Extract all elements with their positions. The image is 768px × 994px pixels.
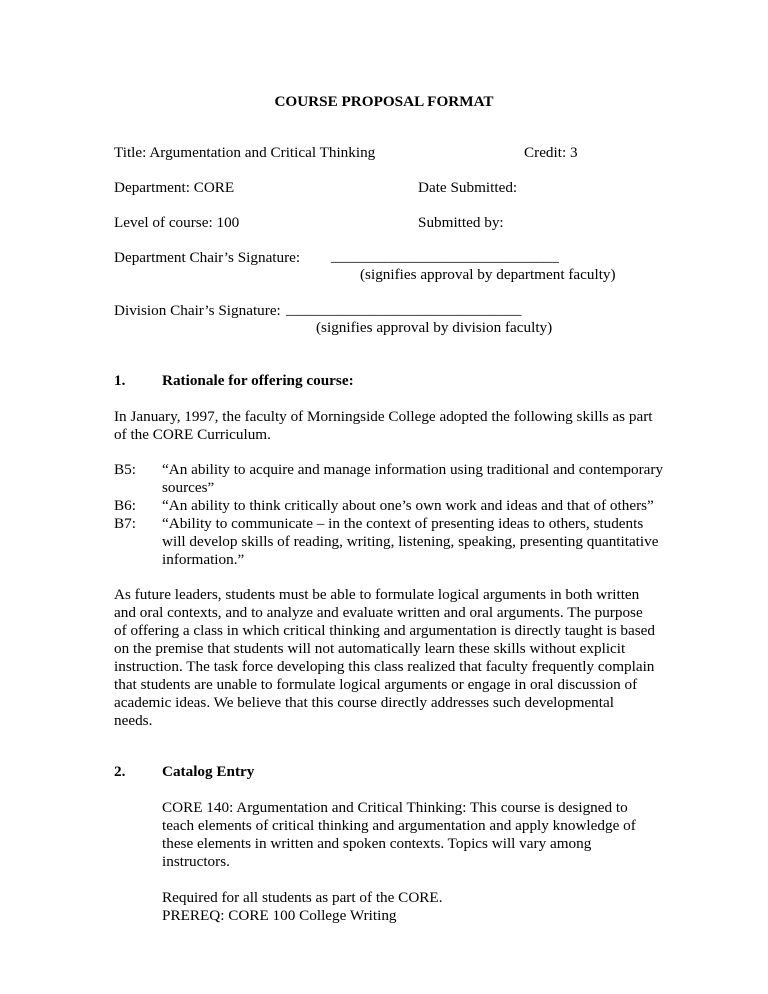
dept-chair-signature-line: ______________________________: [331, 248, 559, 265]
skill-code-b6: B6:: [114, 497, 136, 514]
catalog-entry-line: teach elements of critical thinking and argumentation and apply knowledge of: [162, 817, 636, 834]
div-chair-signature-note: (signifies approval by division faculty): [316, 319, 553, 336]
intro-line: of the CORE Curriculum.: [114, 426, 271, 443]
body-line: instruction. The task force developing this class realized that faculty frequently complain: [114, 658, 655, 675]
page-title: COURSE PROPOSAL FORMAT: [274, 93, 494, 110]
body-line: needs.: [114, 712, 153, 729]
skill-text-line: “An ability to think critically about one’s own work and ideas and that of others”: [162, 497, 654, 514]
body-line: on the premise that students will not automatically learn these skills without explicit: [114, 640, 626, 657]
catalog-entry-line: instructors.: [162, 853, 230, 870]
department-field: Department: CORE: [114, 179, 235, 196]
requirement-line: PREREQ: CORE 100 College Writing: [162, 907, 397, 924]
skill-code-b5: B5:: [114, 461, 136, 478]
requirement-line: Required for all students as part of the CORE.: [162, 889, 443, 906]
credit-field: Credit: 3: [524, 144, 578, 161]
catalog-entry-line: these elements in written and spoken contexts. Topics will vary among: [162, 835, 592, 852]
skill-text-line: “Ability to communicate – in the context of presenting ideas to others, students: [162, 515, 644, 532]
catalog-entry-line: CORE 140: Argumentation and Critical Thinking: This course is designed to: [162, 799, 628, 816]
submitted-by-field: Submitted by:: [418, 214, 504, 231]
skill-text-line: will develop skills of reading, writing, listening, speaking, presenting quantitative: [162, 533, 659, 550]
section-1-heading: Rationale for offering course:: [162, 372, 354, 389]
course-title-field: Title: Argumentation and Critical Thinking: [114, 144, 376, 161]
dept-chair-signature-label: Department Chair’s Signature:: [114, 249, 301, 266]
skill-code-b7: B7:: [114, 515, 136, 532]
skill-text-line: sources”: [162, 479, 215, 496]
div-chair-signature-label: Division Chair’s Signature:: [114, 302, 281, 319]
skill-text-line: “An ability to acquire and manage information using traditional and contemporary: [162, 461, 664, 478]
intro-line: In January, 1997, the faculty of Morningside College adopted the following skills as part: [114, 408, 653, 425]
body-line: of offering a class in which critical thinking and argumentation is directly taught is based: [114, 622, 655, 639]
body-line: academic ideas. We believe that this course directly addresses such developmental: [114, 694, 614, 711]
skill-text-line: information.”: [162, 551, 245, 568]
body-line: and oral contexts, and to analyze and evaluate written and oral arguments. The purpose: [114, 604, 643, 621]
dept-chair-signature-note: (signifies approval by department faculty): [360, 266, 616, 283]
body-line: that students are unable to formulate logical arguments or engage in oral discussion of: [114, 676, 638, 693]
div-chair-signature-line: _______________________________: [286, 301, 522, 318]
section-2-number: 2.: [114, 763, 126, 780]
section-2-heading: Catalog Entry: [162, 763, 255, 780]
body-line: As future leaders, students must be able to formulate logical arguments in both written: [114, 586, 640, 603]
section-1-number: 1.: [114, 372, 126, 389]
date-submitted-field: Date Submitted:: [418, 179, 518, 196]
course-level-field: Level of course: 100: [114, 214, 240, 231]
